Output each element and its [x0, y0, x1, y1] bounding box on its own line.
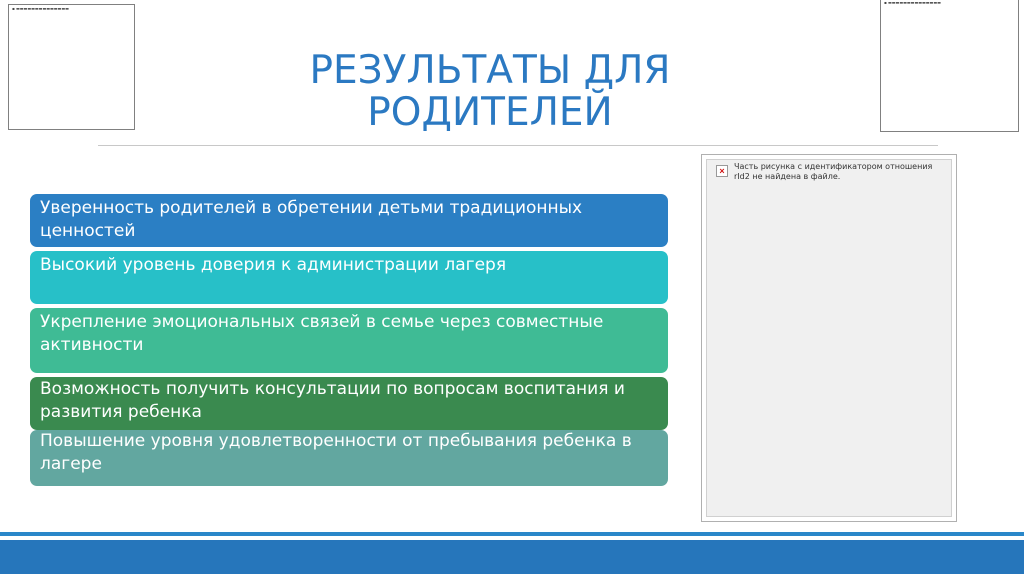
list-item-text: Повышение уровня удовлетворенности от пребывания ребенка в лагере — [40, 431, 632, 474]
picture-placeholder-right — [880, 0, 1019, 132]
list-item-text: Высокий уровень доверия к администрации лагеря — [40, 255, 507, 275]
list-item — [30, 377, 668, 430]
list-item — [30, 251, 668, 304]
list-item-text: Возможность получить консультации по вопросам воспитания и развития ребенка — [40, 379, 625, 422]
broken-image-icon: × — [716, 165, 728, 177]
list-item-text: Укрепление эмоциональных связей в семье через совместные активности — [40, 312, 604, 355]
footer-accent-line — [0, 532, 1024, 536]
picture-placeholder-caption: ▪ ▬▬▬▬▬▬▬▬▬▬▬▬▬▬ — [12, 6, 69, 11]
slide-title-line1: РЕЗУЛЬТАТЫ ДЛЯ — [309, 48, 671, 93]
missing-picture-message: Часть рисунка с идентификатором отношения rId2 не найдена в файле. — [734, 162, 933, 181]
slide-title — [230, 50, 750, 134]
list-item — [30, 430, 668, 486]
missing-picture-box — [701, 154, 957, 522]
footer-bar — [0, 540, 1024, 574]
list-item — [30, 194, 668, 247]
picture-placeholder-caption: ▪ ▬▬▬▬▬▬▬▬▬▬▬▬▬▬ — [884, 0, 941, 5]
picture-placeholder-left — [8, 4, 135, 130]
title-divider — [98, 145, 938, 146]
list-item-text: Уверенность родителей в обретении детьми традиционных ценностей — [40, 198, 583, 241]
list-item — [30, 308, 668, 373]
slide-title-line2: РОДИТЕЛЕЙ — [367, 90, 613, 135]
